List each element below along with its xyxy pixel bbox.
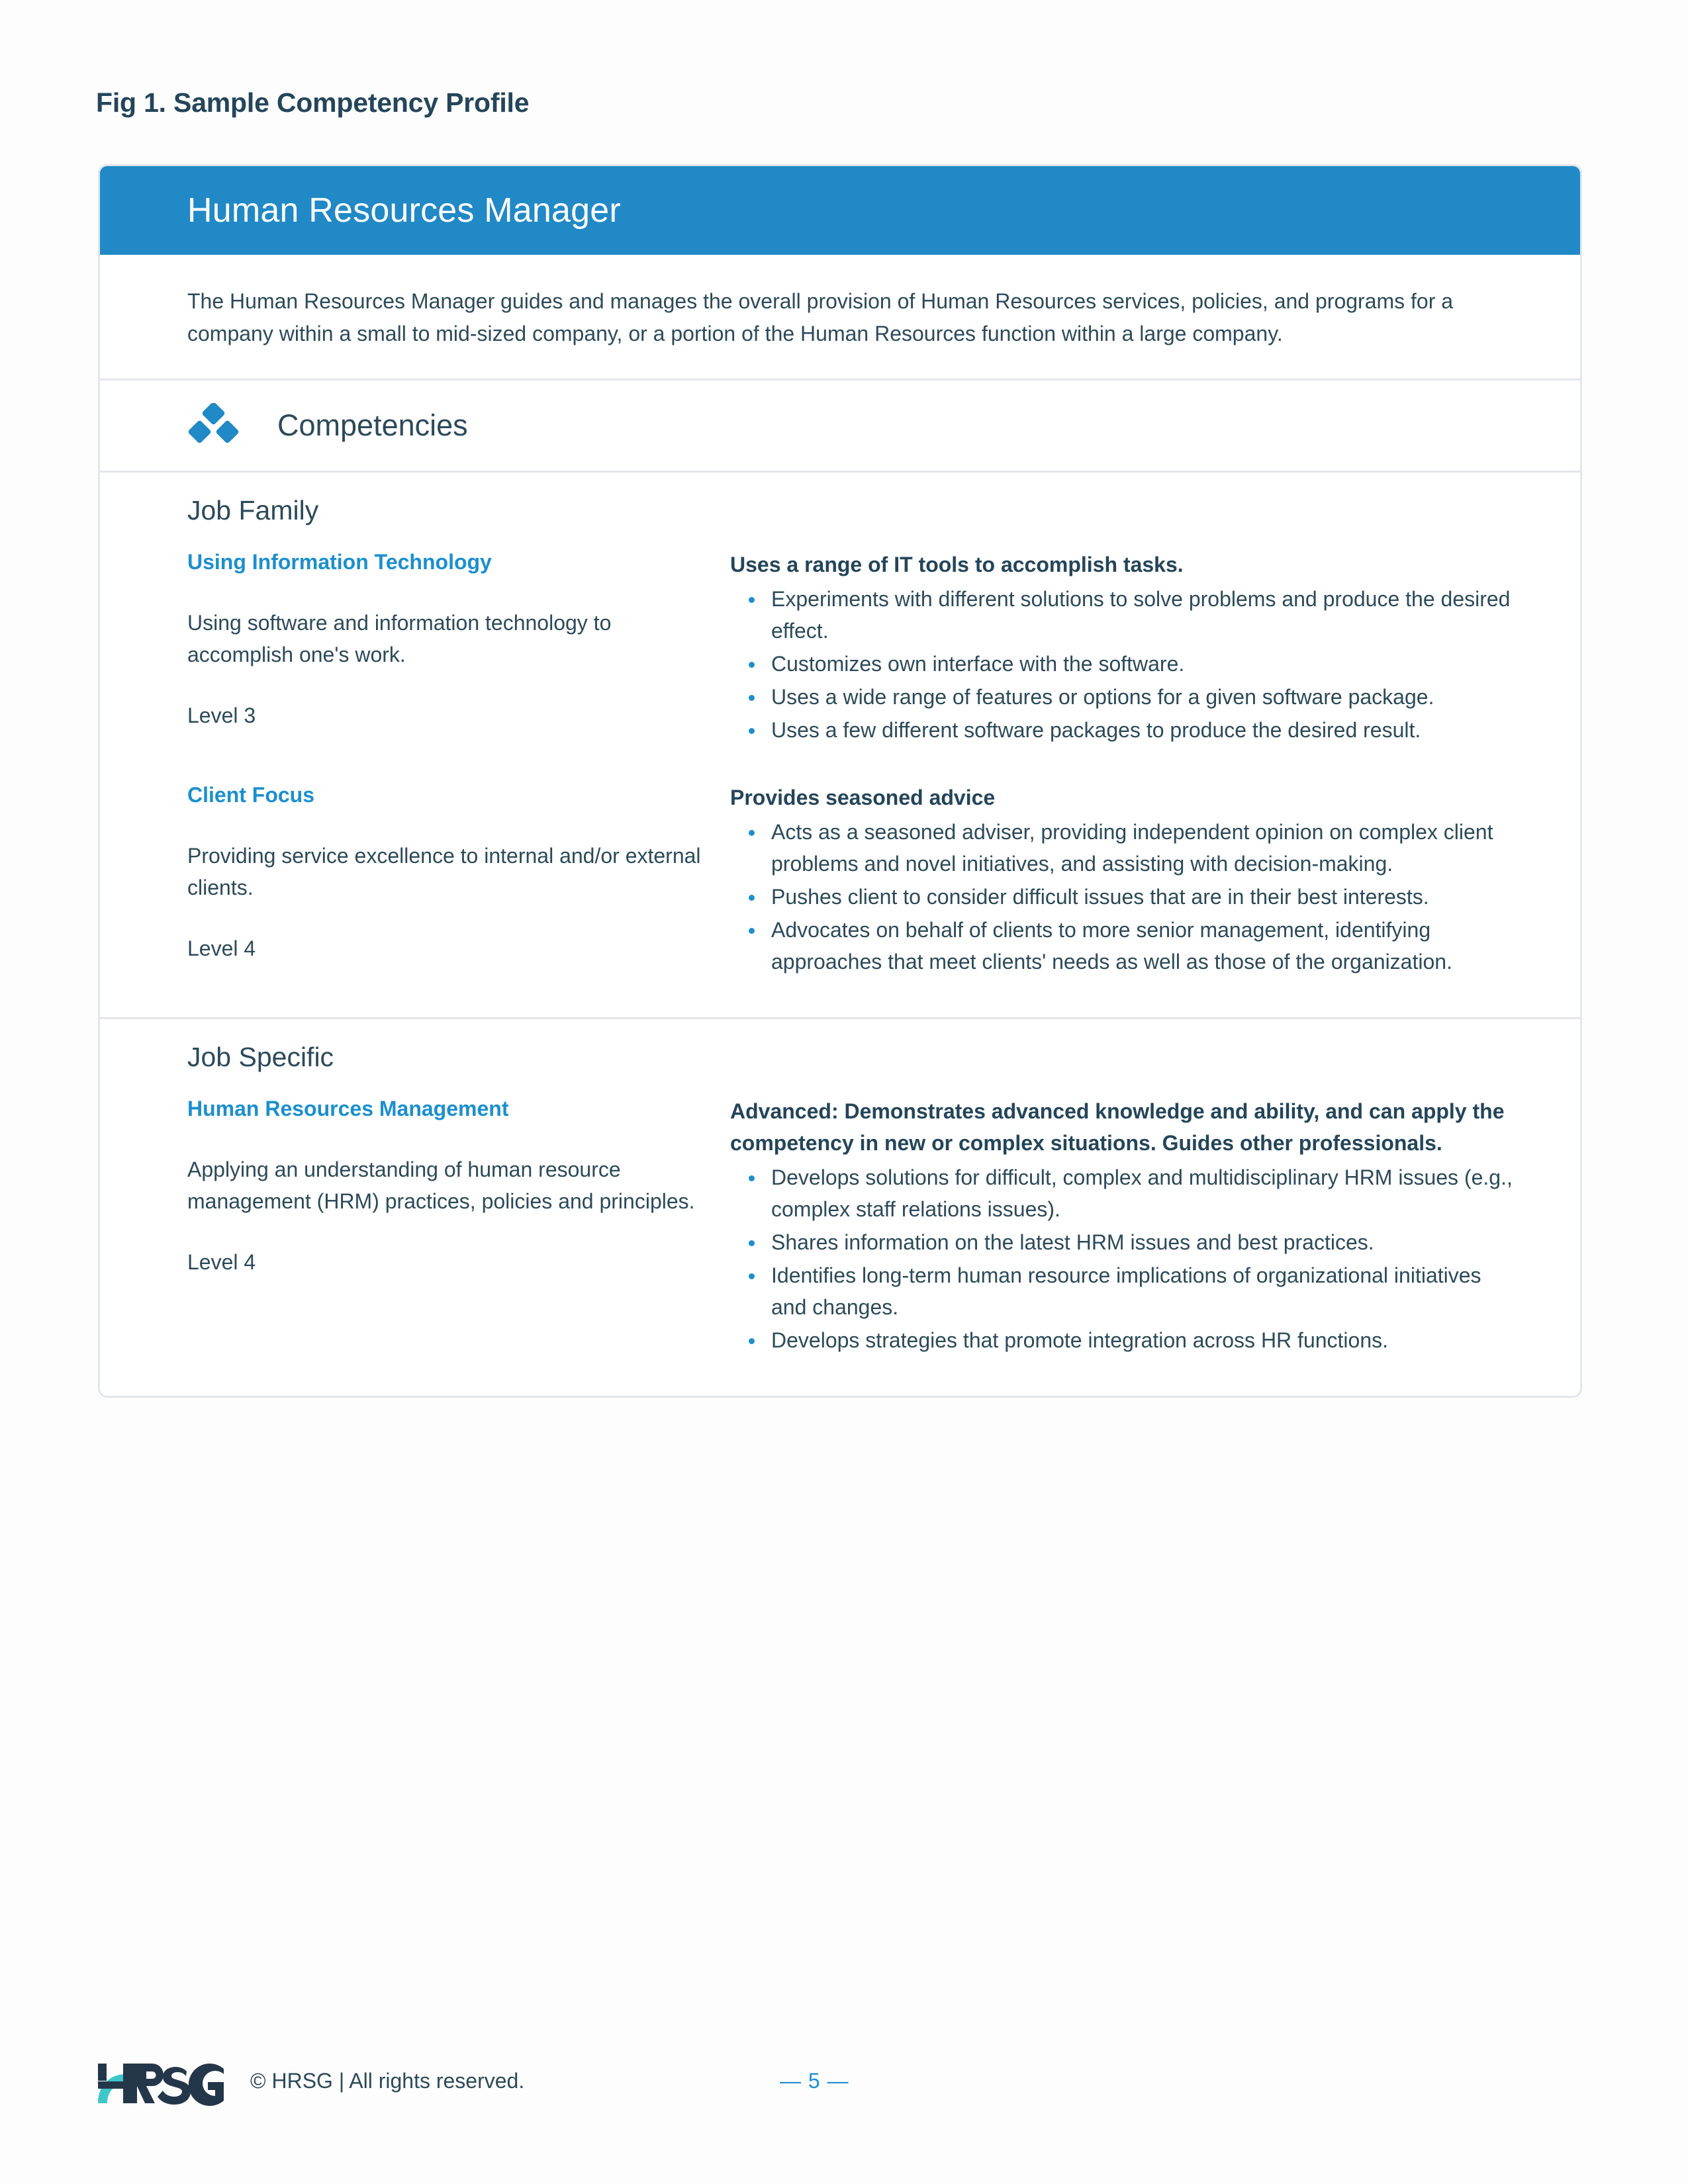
hrsg-logo <box>94 2060 226 2106</box>
competencies-heading: Competencies <box>277 408 468 443</box>
diamond-cluster-icon <box>187 403 239 448</box>
competency-level: Level 4 <box>187 936 256 961</box>
page-footer <box>0 2057 1688 2130</box>
competency-summary <box>187 782 730 964</box>
competency-group-job-family <box>100 473 1580 1019</box>
list-item: Advocates on behalf of clients to more senior management, identifying approaches that meet clients' needs as well as those of the organization. <box>730 914 1517 978</box>
list-item: Customizes own interface with the software. <box>730 648 1517 680</box>
competency-definition: Providing service excellence to internal and/or external clients. <box>187 844 701 900</box>
list-item: Develops solutions for difficult, complex and multidisciplinary HRM issues (e.g., complex staff relations issues). <box>730 1161 1517 1225</box>
competency-details <box>730 782 1517 979</box>
list-item: Develops strategies that promote integration across HR functions. <box>730 1324 1517 1356</box>
competency-row <box>187 782 1517 979</box>
competency-profile-card <box>98 164 1582 1398</box>
list-item: Uses a wide range of features or options for a given software package. <box>730 681 1517 713</box>
job-title: Human Resources Manager <box>187 191 621 230</box>
competency-row <box>187 549 1517 747</box>
competencies-section-header <box>100 381 1580 473</box>
level-heading: Provides seasoned advice <box>730 786 996 810</box>
competency-name: Client Focus <box>187 783 315 807</box>
competency-summary <box>187 549 730 731</box>
group-title: Job Specific <box>187 1042 334 1073</box>
competency-definition: Using software and information technology to accomplish one's work. <box>187 611 612 667</box>
competency-level: Level 3 <box>187 704 256 728</box>
list-item: Pushes client to consider difficult issues that are in their best interests. <box>730 881 1517 913</box>
competency-level: Level 4 <box>187 1250 256 1275</box>
figure-caption: Fig 1. Sample Competency Profile <box>96 87 530 118</box>
card-banner <box>100 166 1580 255</box>
list-item: Identifies long-term human resource implications of organizational initiatives and changes. <box>730 1259 1517 1323</box>
list-item: Uses a few different software packages to produce the desired result. <box>730 714 1517 746</box>
competency-name: Using Information Technology <box>187 550 492 574</box>
job-description-text: The Human Resources Manager guides and manages the overall provision of Human Resources services, policies, and programs for a company within a small to mid-sized company, or a portion of the Human Resources function within a large company. <box>187 289 1454 345</box>
behavioral-indicator-list <box>730 1161 1517 1356</box>
competency-details <box>730 549 1517 747</box>
competency-definition: Applying an understanding of human resource management (HRM) practices, policies and principles. <box>187 1158 695 1214</box>
level-heading: Advanced: Demonstrates advanced knowledge and ability, and can apply the competency in new or complex situations. Guides other professionals. <box>730 1099 1505 1156</box>
competency-row <box>187 1095 1517 1357</box>
competency-group-job-specific <box>100 1019 1580 1396</box>
competency-details <box>730 1095 1517 1357</box>
group-title: Job Family <box>187 495 319 526</box>
behavioral-indicator-list <box>730 583 1517 746</box>
list-item: Experiments with different solutions to solve problems and produce the desired effect. <box>730 583 1517 647</box>
page-number: — 5 — <box>780 2069 849 2093</box>
list-item: Shares information on the latest HRM issues and best practices. <box>730 1226 1517 1258</box>
job-description-section <box>100 255 1580 381</box>
behavioral-indicator-list <box>730 816 1517 978</box>
list-item: Acts as a seasoned adviser, providing independent opinion on complex client problems and novel initiatives, and assisting with decision-making. <box>730 816 1517 880</box>
competency-summary <box>187 1095 730 1278</box>
level-heading: Uses a range of IT tools to accomplish tasks. <box>730 553 1184 577</box>
competency-name: Human Resources Management <box>187 1097 509 1121</box>
copyright-text: © HRSG | All rights reserved. <box>250 2069 525 2093</box>
